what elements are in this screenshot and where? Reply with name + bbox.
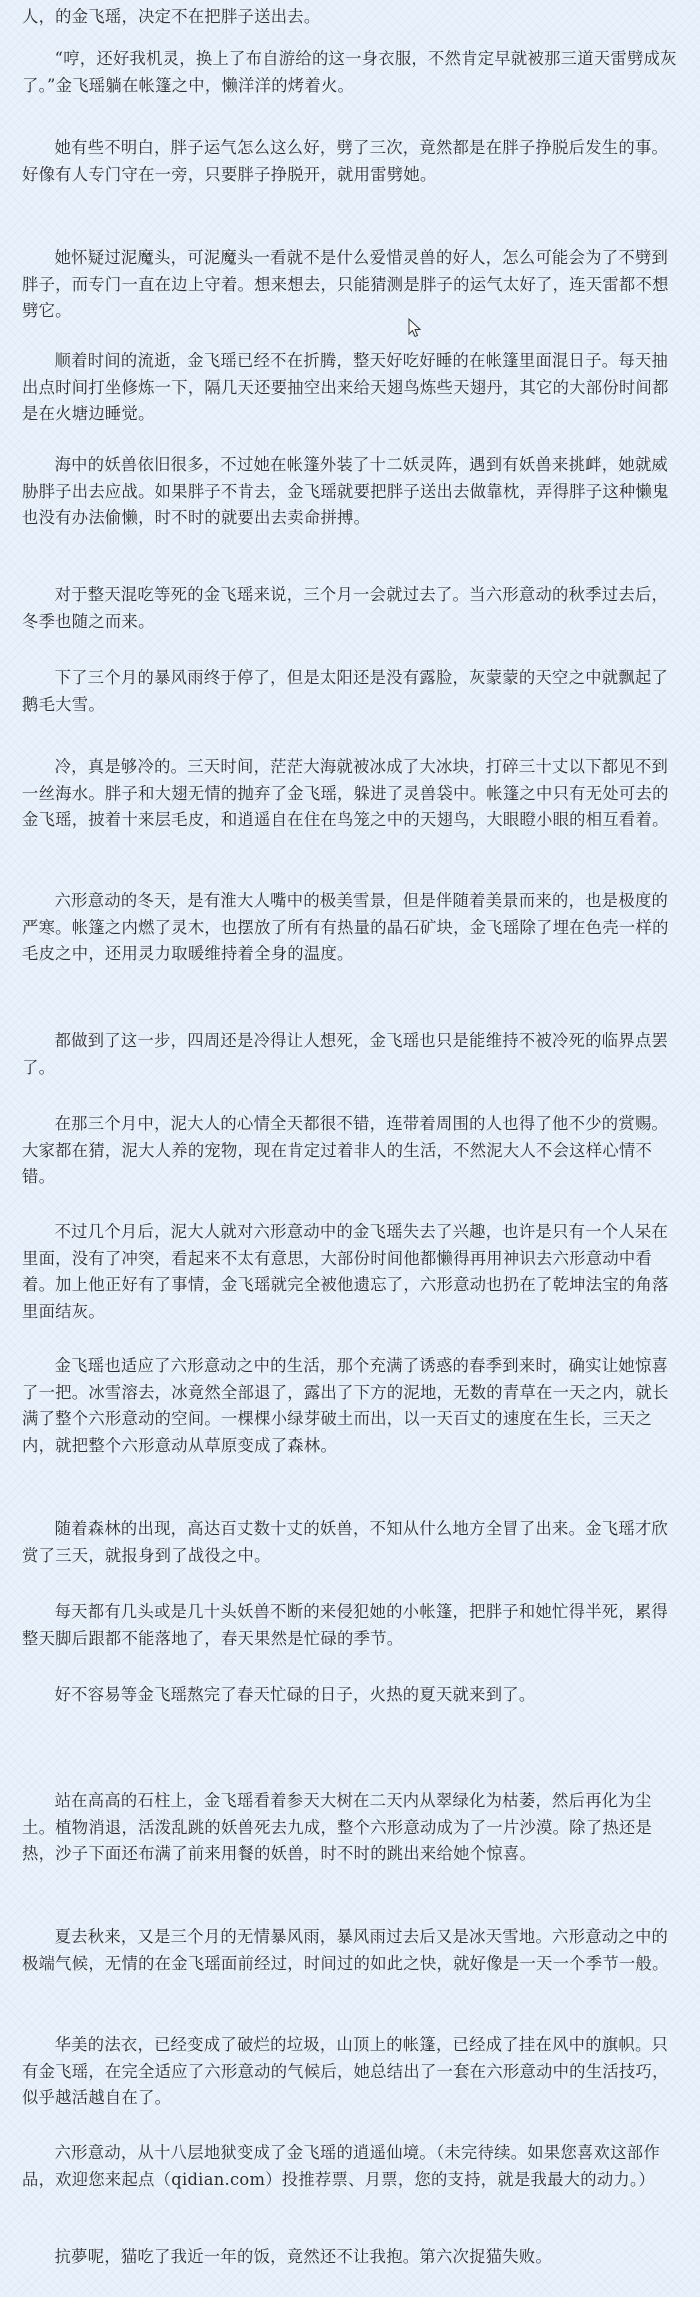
paragraph: 抗夢呢，猫吃了我近一年的饭，竟然还不让我抱。第六次捉猫失败。 [54,2247,553,2266]
paragraph [22,1709,678,1736]
paragraph: 华美的法衣，已经变成了破烂的垃圾，山顶上的帐篷，已经成了挂在风中的旗帜。只有金飞瑶，在完全适应了六形意动的气候后，她总结出了一套在六形意动中的生活技巧，似乎越活越自在了。 [22,2035,669,2107]
paragraph: 顺着时间的流逝，金飞瑶已经不在折腾，整天好吃好睡的在帐篷里面混日子。每天抽出点时间打坐修炼一下，隔几天还要抽空出来给天翅鸟炼些天翅丹，其它的大部份时间都是在火塘边睡觉。 [22,351,669,423]
paragraph: “哼，还好我机灵，换上了布自游给的这一身衣服，不然肯定早就被那三道天雷劈成灰了。”金飞瑶躺在帐篷之中，懒洋洋的烤着火。 [22,49,677,95]
paragraph: 对于整天混吃等死的金飞瑶来说，三个月一会就过去了。当六形意动的秋季过去后，冬季也随之而来。 [22,585,669,631]
paragraph: 夏去秋来，又是三个月的无情暴风雨，暴风雨过去后又是冰天雪地。六形意动之中的极端气候，无情的在金飞瑶面前经过，时间过的如此之快，就好像是一天一个季节一般。 [22,1927,669,1973]
mouse-cursor-icon [408,318,422,338]
paragraph: 冷，真是够冷的。三天时间，茫茫大海就被冰成了大冰块，打碎三十丈以下都见不到一丝海水。胖子和大翅无情的抛弃了金飞瑶，躲进了灵兽袋中。帐篷之中只有无处可去的金飞瑶，披着十来层毛皮，和逍遥自在住在鸟笼之中的天翅鸟，大眼瞪小眼的相互看着。 [22,757,669,829]
paragraph: 金飞瑶也适应了六形意动之中的生活，那个充满了诱惑的春季到来时，确实让她惊喜了一把。冰雪溶去，冰竟然全部退了，露出了下方的泥地，无数的青草在一天之内，就长满了整个六形意动的空间。一棵棵小绿芽破土而出，以一天百丈的速度在生长，三天之内，就把整个六形意动从草原变成了森林。 [22,1356,669,1455]
paragraph: 海中的妖兽依旧很多，不过她在帐篷外装了十二妖灵阵，遇到有妖兽来挑衅，她就威胁胖子出去应战。如果胖子不肯去，金飞瑶就要把胖子送出去做靠枕，弄得胖子这种懒鬼也没有办法偷懒，时不时的就要出去卖命拼搏。 [22,455,669,527]
paragraph: 六形意动的冬天，是有淮大人嘴中的极美雪景，但是伴随着美景而来的，也是极度的严寒。帐篷之内燃了灵木，也摆放了所有有热量的晶石矿块，金飞瑶除了埋在色壳一样的毛皮之中，还用灵力取暖维持着全身的温度。 [22,891,669,963]
paragraph: 好不容易等金飞瑶熬完了春天忙碌的日子，火热的夏天就来到了。 [54,1685,536,1704]
paragraph: 随着森林的出现，高达百丈数十丈的妖兽，不知从什么地方全冒了出来。金飞瑶才欣赏了三天，就报身到了战役之中。 [22,1519,669,1565]
paragraph: 她有些不明白，胖子运气怎么这么好，劈了三次，竟然都是在胖子挣脱后发生的事。好像有人专门守在一旁，只要胖子挣脱开，就用雷劈她。 [22,138,669,184]
paragraph: 在那三个月中，泥大人的心情全天都很不错，连带着周围的人也得了他不少的赏赐。大家都在猜，泥大人养的宠物，现在肯定过着非人的生活，不然泥大人不会这样心情不错。 [22,1114,669,1186]
paragraph: 都做到了这一步，四周还是冷得让人想死，金飞瑶也只是能维持不被冷死的临界点罢了。 [22,1031,669,1077]
paragraph: 人，的金飞瑶，决定不在把胖子送出去。 [22,7,321,26]
paragraph: 下了三个月的暴风雨终于停了，但是太阳还是没有露脸，灰蒙蒙的天空之中就飘起了鹅毛大雪。 [22,668,669,714]
paragraph: 每天都有几头或是几十头妖兽不断的来侵犯她的小帐篷，把胖子和她忙得半死，累得整天脚后跟都不能落地了，春天果然是忙碌的季节。 [22,1602,669,1648]
paragraph: 不过几个月后，泥大人就对六形意动中的金飞瑶失去了兴趣，也许是只有一个人呆在里面，没有了冲突，看起来不太有意思，大部份时间他都懒得再用神识去六形意动中看着。加上他正好有了事情，金飞瑶就完全被他遗忘了，六形意动也扔在了乾坤法宝的角落里面结灰。 [22,1222,669,1321]
paragraph: 六形意动，从十八层地狱变成了金飞瑶的逍遥仙境。（未完待续。如果您喜欢这部作品，欢迎您来起点（qidian.com）投推荐票、月票，您的支持，就是我最大的动力。） [22,2143,660,2189]
paragraph: 站在高高的石柱上，金飞瑶看着参天大树在二天内从翠绿化为枯萎，然后再化为尘土。植物消退，活泼乱跳的妖兽死去九成，整个六形意动成为了一片沙漠。除了热还是热，沙子下面还布满了前来用餐的妖兽，时不时的跳出来给她个惊喜。 [22,1791,653,1863]
paragraph: 她怀疑过泥魔头，可泥魔头一看就不是什么爱惜灵兽的好人，怎么可能会为了不劈到胖子，而专门一直在边上守着。想来想去，只能猜测是胖子的运气太好了，连天雷都不想劈它。 [22,248,669,320]
